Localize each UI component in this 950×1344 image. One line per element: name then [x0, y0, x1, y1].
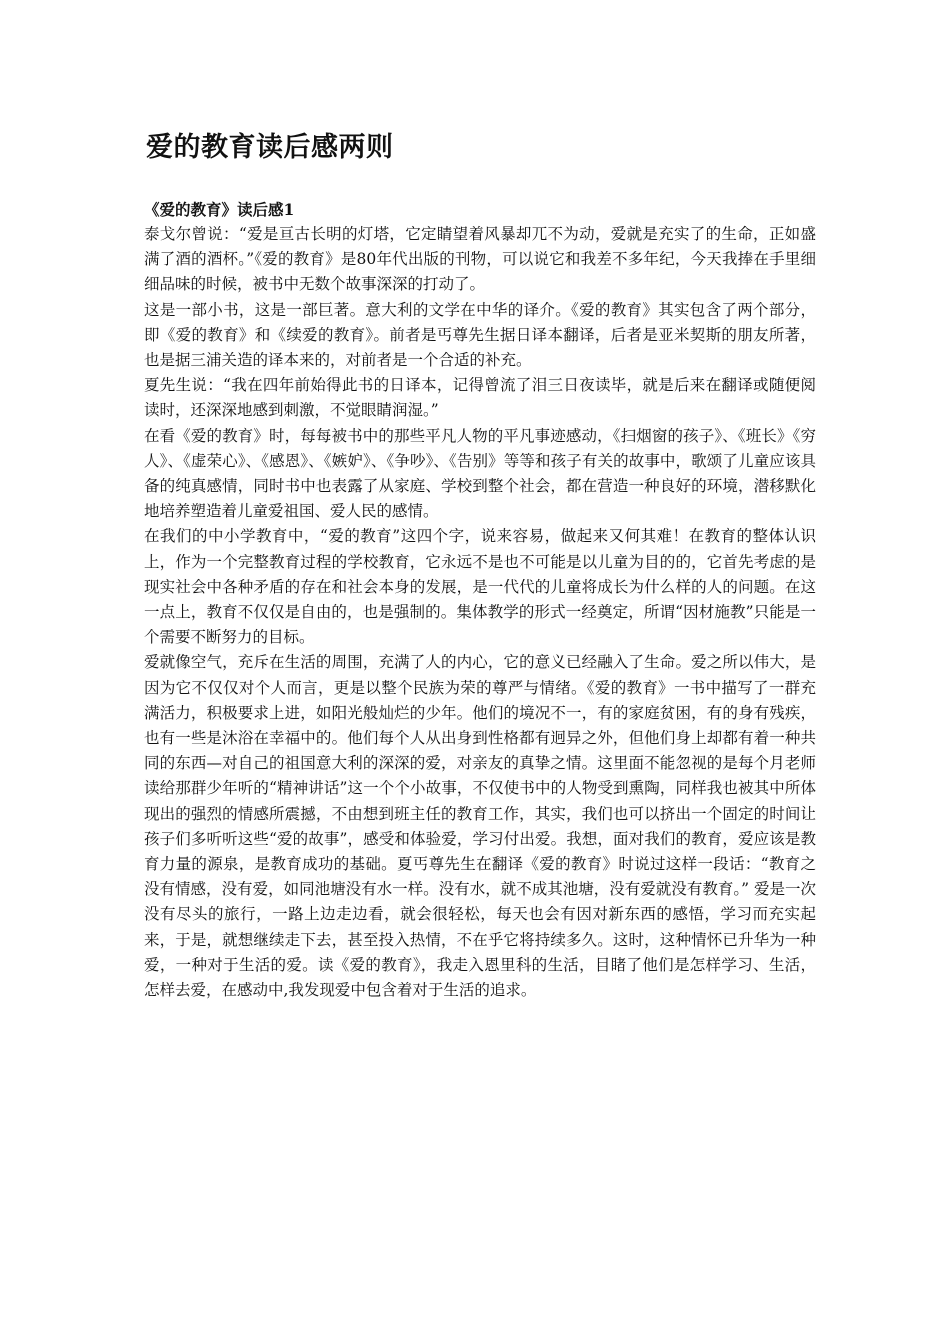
paragraph-6: 爱就像空气，充斥在生活的周围，充满了人的内心，它的意义已经融入了生命。爱之所以伟大，是因为它不仅仅对个人而言，更是以整个民族为荣的尊严与情绪。《爱的教育》一书中描写了一群充满活力，积极要求上进，如阳光般灿烂的少年。他们的境况不一，有的家庭贫困，有的身有残疾，也有一些是沐浴在幸福中的。他们每个人从出身到性格都有迥异之外，但他们身上却都有着一种共同的东西—对自己的祖国意大利的深深的爱，对亲友的真挚之情。这里面不能忽视的是每个月老师读给那群少年听的“精神讲话”这一个个小故事，不仅使书中的人物受到熏陶，同样我也被其中所体现出的强烈的情感所震撼，不由想到班主任的教育工作，其实，我们也可以挤出一个固定的时间让孩子们多听听这些“爱的故事”，感受和体验爱，学习付出爱。我想，面对我们的教育，爱应该是教育力量的源泉，是教育成功的基础。夏丐尊先生在翻译《爱的教育》时说过这样一段话：“教育之没有情感，没有爱，如同池塘没有水一样。没有水，就不成其池塘，没有爱就没有教育。” 爱是一次没有尽头的旅行，一路上边走边看，就会很轻松，每天也会有因对新东西的感悟，学习而充实起来，于是，就想继续走下去，甚至投入热情，不在乎它将持续多久。这时，这种情怀已升华为一种爱，一种对于生活的爱。读《爱的教育》，我走入恩里科的生活，目睹了他们是怎样学习、生活，怎样去爱，在感动中,我发现爱中包含着对于生活的追求。 [144, 653, 816, 1000]
paragraph-5: 在我们的中小学教育中，“爱的教育”这四个字，说来容易，做起来又何其难！在教育的整体认识上，作为一个完整教育过程的学校教育，它永远不是也不可能是以儿童为目的的，它首先考虑的是现实社会中各种矛盾的存在和社会本身的发展，是一代代的儿童将成长为什么样的人的问题。在这一点上，教育不仅仅是自由的，也是强制的。集体教学的形式一经奠定，所谓“因材施教”只能是一个需要不断努力的目标。 [144, 527, 816, 647]
section-heading: 《爱的教育》读后感1 [144, 200, 295, 219]
paragraph-2: 这是一部小书，这是一部巨著。意大利的文学在中华的译介。《爱的教育》其实包含了两个部分，即《爱的教育》和《续爱的教育》。前者是丐尊先生据日译本翻译，后者是亚米契斯的朋友所著，也是据三浦关造的译本来的，对前者是一个合适的补充。 [144, 300, 816, 370]
document-body [144, 197, 816, 1003]
paragraph-1: 泰戈尔曾说：“爱是亘古长明的灯塔，它定睛望着风暴却兀不为动，爱就是充实了的生命，正如盛满了酒的酒杯。”《爱的教育》是80年代出版的刊物，可以说它和我差不多年纪，今天我捧在手里细细品味的时候，被书中无数个故事深深的打动了。 [144, 225, 816, 294]
paragraph-4: 在看《爱的教育》时，每每被书中的那些平凡人物的平凡事迹感动，《扫烟窗的孩子》、《班长》《穷人》、《虚荣心》、《感恩》、《嫉妒》、《争吵》、《告别》等等和孩子有关的故事中，歌颂了儿童应该具备的纯真感情，同时书中也表露了从家庭、学校到整个社会，都在营造一种良好的环境，潜移默化地培养塑造着儿童爱祖国、爱人民的感情。 [144, 426, 816, 521]
paragraph-3: 夏先生说：“我在四年前始得此书的日译本，记得曾流了泪三日夜读毕，就是后来在翻译或随便阅读时，还深深地感到刺激，不觉眼睛润湿。” [144, 376, 816, 420]
document-title: 爱的教育读后感两则 [146, 132, 394, 163]
